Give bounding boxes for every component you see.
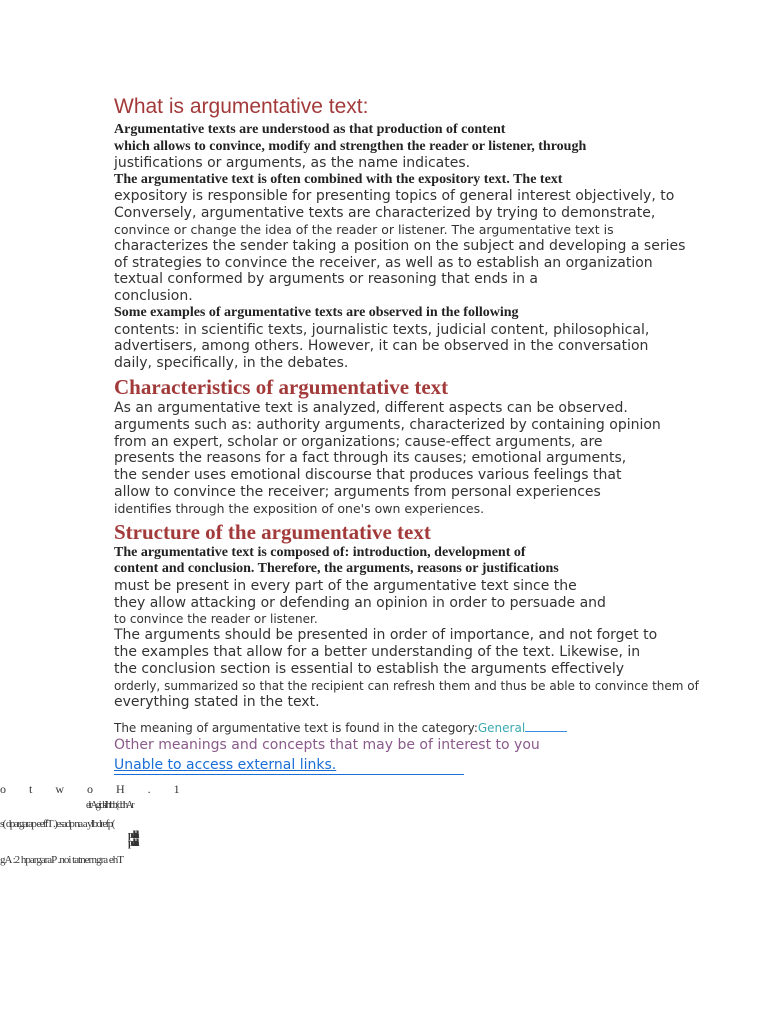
text-line: daily, specifically, in the debates. (114, 355, 349, 372)
garbled-line: s( dpargarap eeffT .)esadp na a ylbdrefp( (0, 818, 114, 830)
text-line: presents the reasons for a fact through its causes; emotional arguments, (114, 450, 627, 467)
section-heading-characteristics: Characteristics of argumentative text (114, 374, 449, 399)
garbled-line: elrAgidsilhtbb(ddhAr (86, 800, 133, 811)
text-line: of strategies to convince the receiver, as well as to establish an organization (114, 254, 653, 271)
article (114, 94, 704, 711)
text-line: the sender uses emotional discourse that produces various feelings that (114, 467, 622, 484)
text-line: from an expert, scholar or organizations; cause-effect arguments, are (114, 433, 603, 450)
article-footer (114, 720, 704, 775)
text-line: must be present in every part of the argumentative text since the (114, 577, 577, 594)
category-prefix: The meaning of argumentative text is found in the category: (114, 721, 478, 735)
text-line: the examples that allow for a better understanding of the text. Likewise, in (114, 644, 641, 661)
text-line: allow to convince the receiver; arguments from personal experiences (114, 483, 601, 500)
structure-paragraph (114, 545, 704, 711)
text-line: arguments such as: authority arguments, characterized by containing opinion (114, 416, 661, 433)
garbled-line: o t w o H . 1 (0, 782, 190, 796)
text-line: advertisers, among others. However, it can be observed in the conversation (114, 338, 649, 355)
text-line: characterizes the sender taking a position on the subject and developing a series (114, 237, 686, 254)
garbled-line: pdlllaallll (128, 838, 136, 849)
page-title: What is argumentative text: (114, 95, 369, 118)
text-line: Conversely, argumentative texts are characterized by trying to demonstrate, (114, 205, 656, 222)
text-line: conclusion. (114, 288, 193, 305)
text-line: As an argumentative text is analyzed, different aspects can be observed. (114, 399, 628, 416)
text-line: content and conclusion. Therefore, the arguments, reasons or justifications (114, 561, 559, 577)
text-line: to convince the reader or listener. (114, 612, 318, 627)
text-line: everything stated in the text. (114, 693, 320, 710)
related-meanings-heading: Other meanings and concepts that may be of interest to you (114, 737, 540, 753)
text-line: identifies through the exposition of one's own experiences. (114, 500, 485, 516)
text-line: the conclusion section is essential to establish the arguments effectively (114, 660, 625, 677)
text-line: contents: in scientific texts, journalistic texts, judicial content, philosophical, (114, 321, 650, 338)
characteristics-paragraph (114, 400, 704, 517)
text-line: Argumentative texts are understood as that production of content (114, 122, 506, 137)
category-line (114, 720, 704, 737)
category-underline (525, 721, 567, 732)
garbled-line: pdlllaallll (128, 830, 136, 841)
text-line: they allow attacking or defending an opinion in order to persuade and (114, 594, 606, 611)
text-line: justifications or arguments, as the name indicates. (114, 155, 471, 171)
section-heading-structure: Structure of the argumentative text (114, 519, 431, 544)
text-line: The arguments should be presented in order of importance, and not forget to (114, 627, 658, 644)
text-line: which allows to convince, modify and strengthen the reader or listener, through (114, 138, 587, 154)
text-line: Some examples of argumentative texts are observed in the following (114, 305, 519, 321)
text-line: The argumentative text is composed of: introduction, development of (114, 544, 526, 560)
garbled-line: gA :2 hpargaraP .noi tatnemgra ehT (0, 854, 124, 866)
text-line: convince or change the idea of the reader or listener. The argumentative text is (114, 221, 614, 237)
category-link[interactable]: General (477, 721, 526, 735)
text-line: The argumentative text is often combined with the expository text. The text (114, 171, 563, 187)
text-line: orderly, summarized so that the recipient can refresh them and thus be able to convince them of (114, 678, 699, 693)
text-line: expository is responsible for presenting topics of general interest objectively, to (114, 188, 675, 205)
external-links-link[interactable]: Unable to access external links. (114, 757, 464, 775)
text-line: textual conformed by arguments or reasoning that ends in a (114, 271, 539, 288)
intro-paragraph (114, 122, 704, 372)
